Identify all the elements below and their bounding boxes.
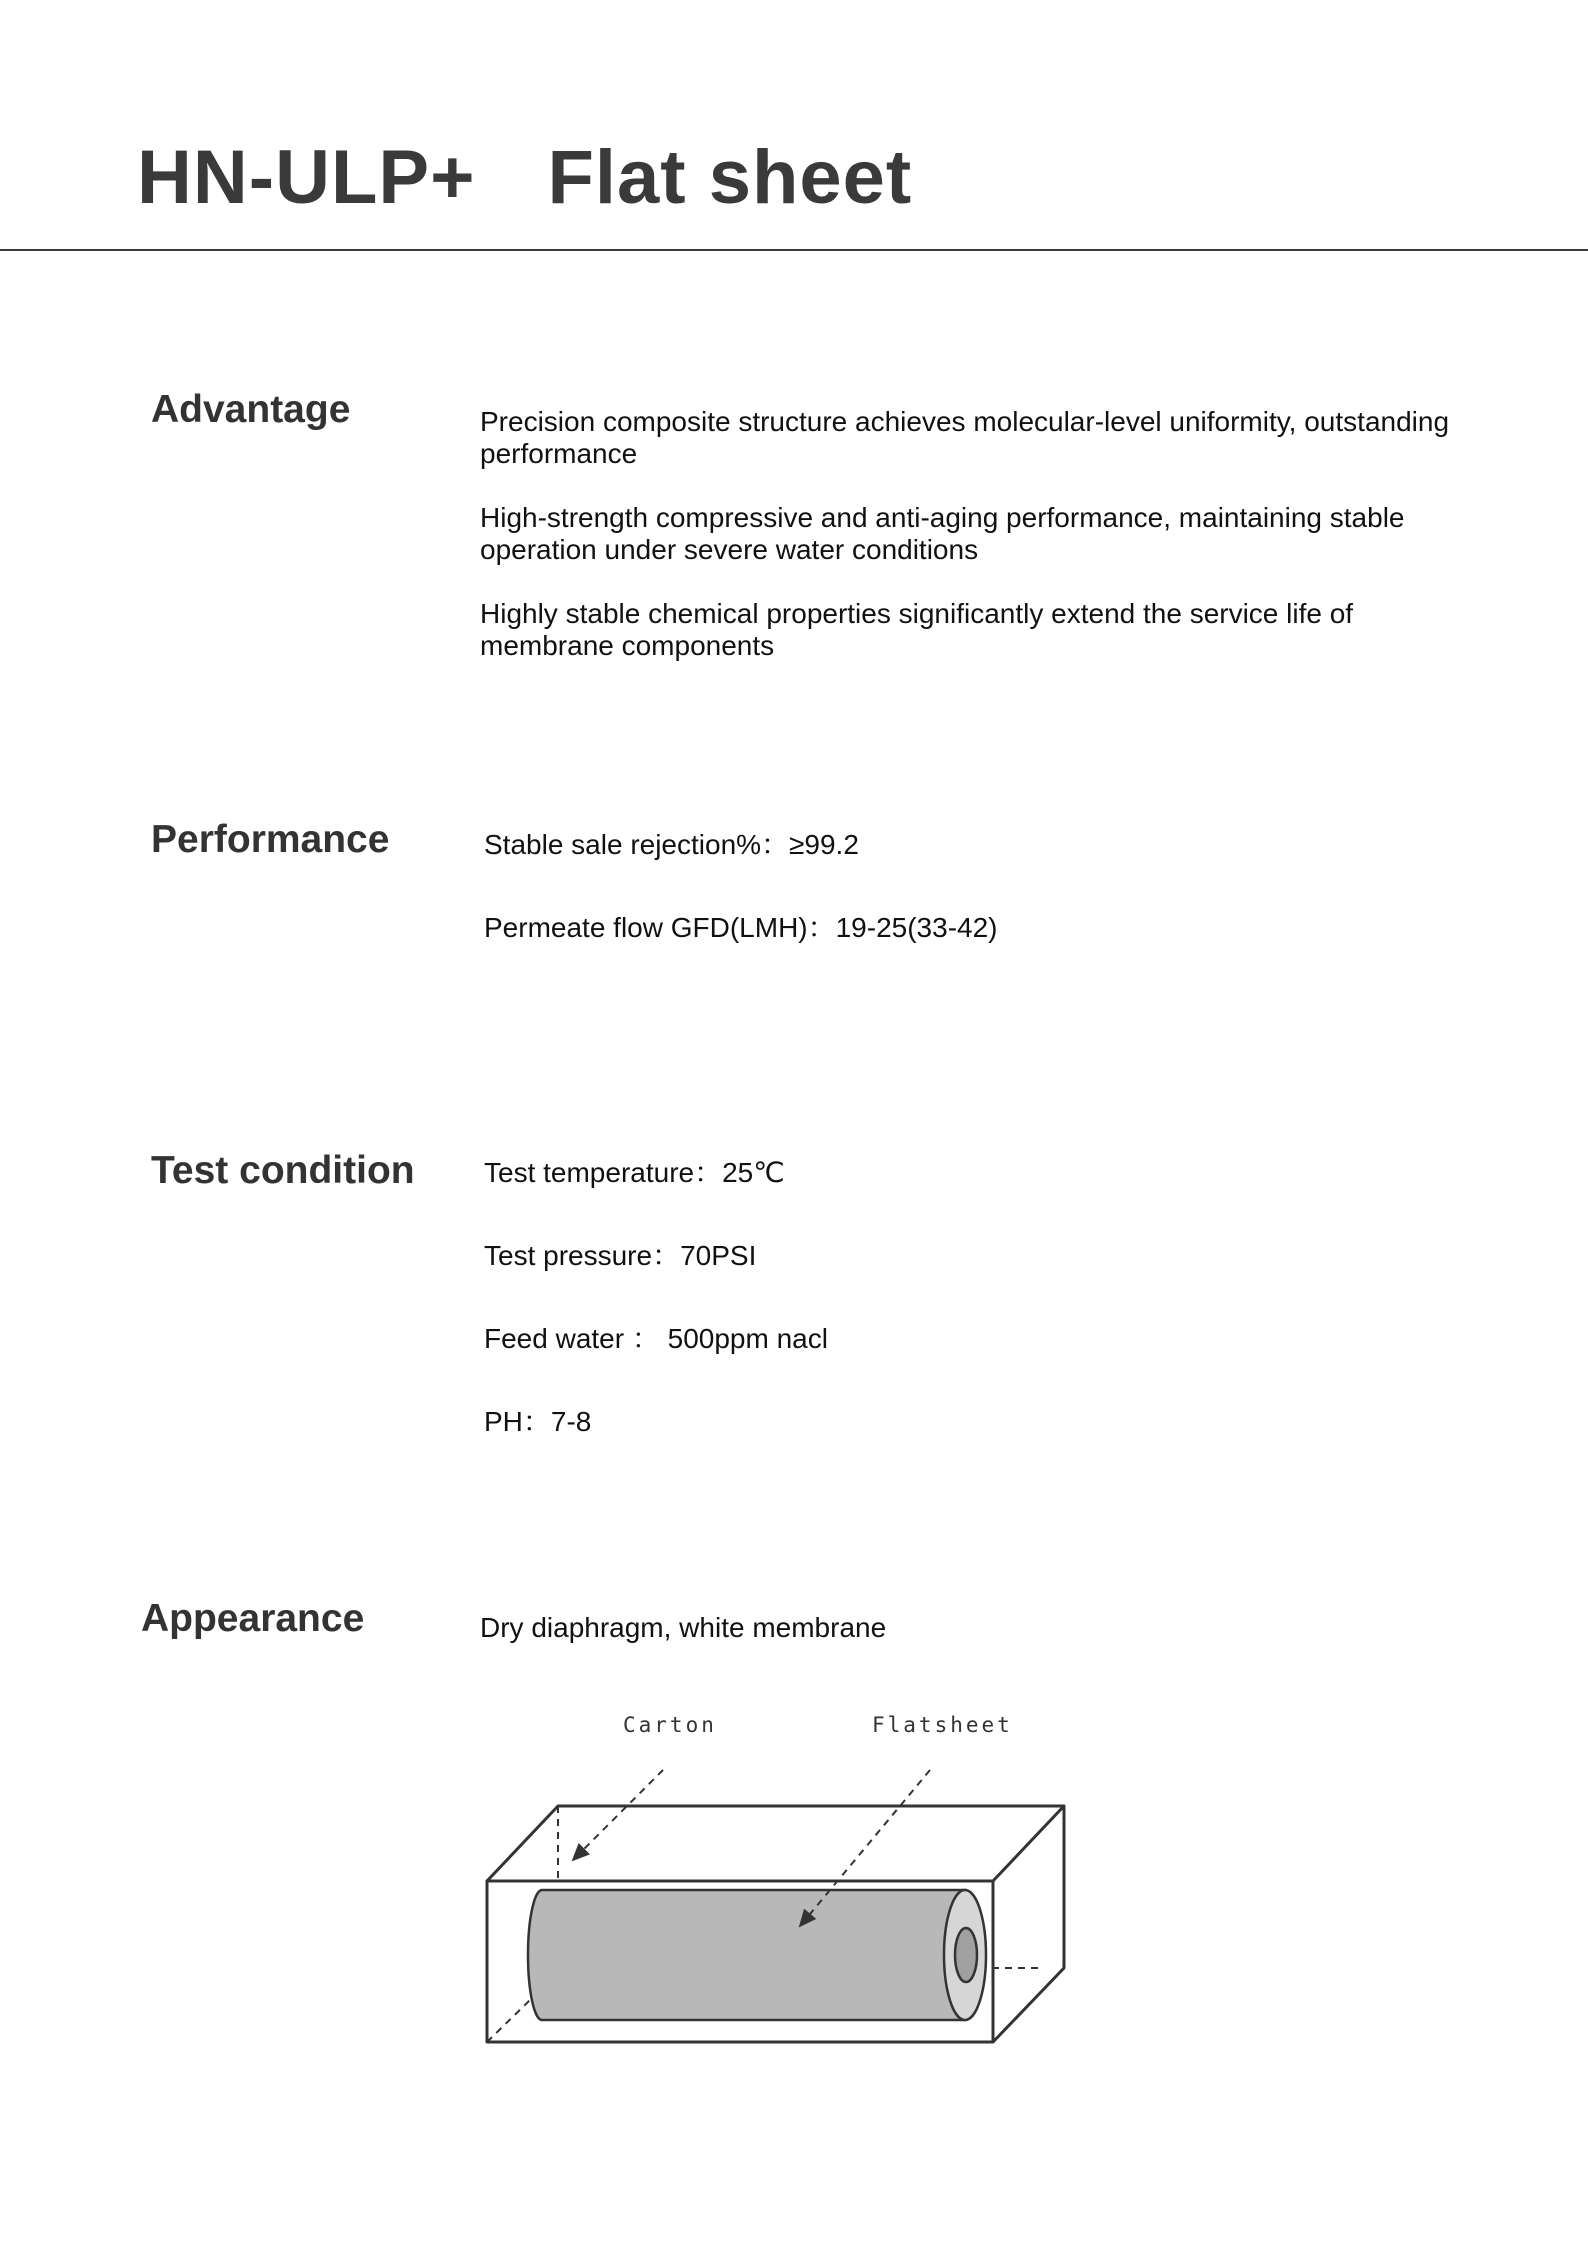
- page-title-type: Flat sheet: [547, 135, 913, 220]
- membrane-roll: [528, 1890, 986, 2020]
- flatsheet-label: Flatsheet: [872, 1713, 1013, 1737]
- title-divider: [0, 249, 1588, 251]
- test-condition-heading: Test condition: [151, 1149, 415, 1192]
- appearance-heading: Appearance: [141, 1597, 365, 1640]
- page-title-model: HN-ULP+: [137, 135, 476, 220]
- performance-rejection: Stable sale rejection%：≥99.2: [484, 829, 859, 860]
- test-temperature: Test temperature：25℃: [484, 1157, 785, 1188]
- advantage-paragraph: Precision composite structure achieves molecular-level uniformity, outstanding performance: [480, 406, 1450, 469]
- performance-heading: Performance: [151, 818, 390, 861]
- ph-range: PH：7-8: [484, 1406, 592, 1437]
- carton-label: Carton: [623, 1713, 717, 1737]
- carton-pointer-arrow: [573, 1770, 663, 1860]
- performance-permeate-flow: Permeate flow GFD(LMH)：19-25(33-42): [484, 912, 998, 943]
- advantage-heading: Advantage: [151, 388, 351, 431]
- membrane-roll-core: [955, 1928, 977, 1982]
- advantage-paragraph: Highly stable chemical properties significantly extend the service life of membrane components: [480, 598, 1354, 661]
- feed-water: Feed water ： 500ppm nacl: [484, 1323, 828, 1354]
- appearance-description: Dry diaphragm, white membrane: [480, 1612, 887, 1643]
- test-pressure: Test pressure：70PSI: [484, 1240, 757, 1271]
- page-title: [137, 135, 913, 220]
- packaging-diagram: [470, 1700, 1090, 2070]
- membrane-roll-body: [528, 1890, 965, 2020]
- advantage-paragraph: High-strength compressive and anti-aging performance, maintaining stable operation under severe water conditions: [480, 502, 1405, 565]
